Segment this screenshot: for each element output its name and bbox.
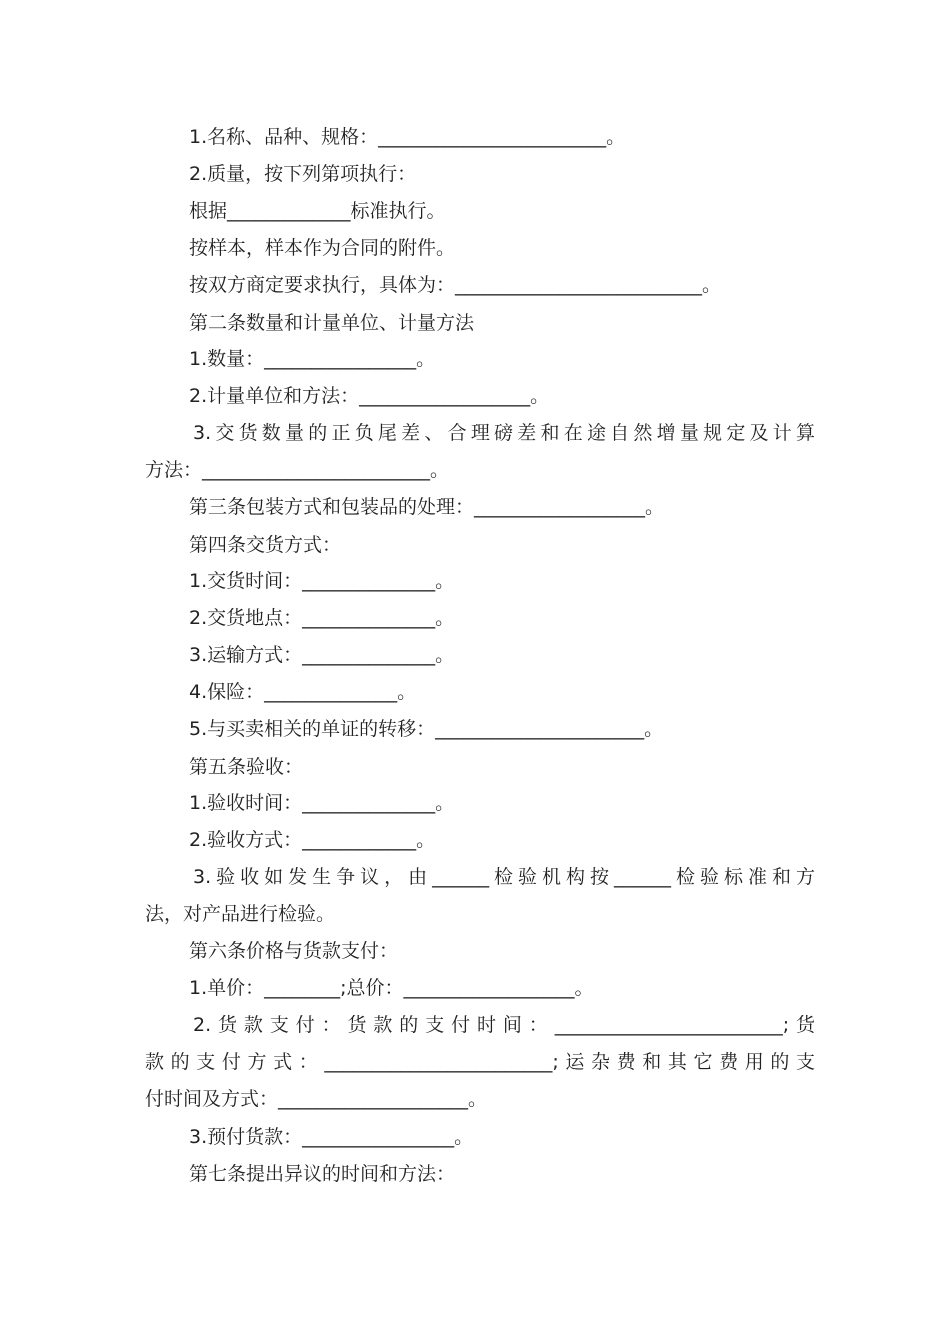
article-6-heading: 第六条价格与货款支付： [189, 940, 399, 962]
article-2-item-3: 3.交货数量的正负尾差、合理磅差和在途自然增量规定及计算 [193, 422, 815, 444]
article-4-item-4: 4.保险：______________。 [189, 681, 417, 703]
article-5-item-2: 2.验收方式：____________。 [189, 829, 436, 851]
article-5-heading: 第五条验收： [189, 756, 304, 778]
article-5-item-3-cont: 法，对产品进行检验。 [145, 903, 336, 925]
article-2-heading: 第二条数量和计量单位、计量方法 [189, 312, 475, 334]
article-4-item-2: 2.交货地点：______________。 [189, 607, 455, 629]
clause-1-item-1: 1.名称、品种、规格：________________________。 [189, 126, 626, 148]
article-4-item-3: 3.运输方式：______________。 [189, 644, 455, 666]
article-5-item-3: 3.验收如发生争议，由______检验机构按______检验标准和方 [193, 866, 815, 888]
article-4-item-5: 5.与买卖相关的单证的转移：______________________。 [189, 718, 664, 740]
article-2-item-2: 2.计量单位和方法：__________________。 [189, 385, 550, 407]
clause-1-item-2: 2.质量，按下列第项执行： [189, 163, 417, 185]
article-2-item-1: 1.数量：________________。 [189, 348, 436, 370]
article-5-item-1: 1.验收时间：______________。 [189, 792, 455, 814]
quality-option-agreed: 按双方商定要求执行，具体为：__________________________。 [189, 274, 722, 296]
article-6-item-2: 2.货款支付：货款的支付时间：________________________;货 [193, 1014, 815, 1036]
article-6-item-2-cont-2: 付时间及方式：____________________。 [145, 1088, 488, 1110]
article-4-heading: 第四条交货方式： [189, 534, 342, 556]
article-6-item-3: 3.预付货款：________________。 [189, 1126, 474, 1148]
article-6-item-2-cont-1: 款的支付方式：________________________;运杂费和其它费用的支 [145, 1051, 815, 1073]
quality-option-sample: 按样本，样本作为合同的附件。 [189, 237, 456, 259]
article-2-item-3-cont: 方法：________________________。 [145, 459, 450, 481]
article-4-item-1: 1.交货时间：______________。 [189, 570, 455, 592]
article-6-item-1: 1.单价：________;总价：__________________。 [189, 977, 594, 999]
article-3-heading: 第三条包装方式和包装品的处理：__________________。 [189, 496, 665, 518]
article-7-heading: 第七条提出异议的时间和方法： [189, 1163, 456, 1185]
quality-option-standard: 根据_____________标准执行。 [189, 200, 446, 222]
